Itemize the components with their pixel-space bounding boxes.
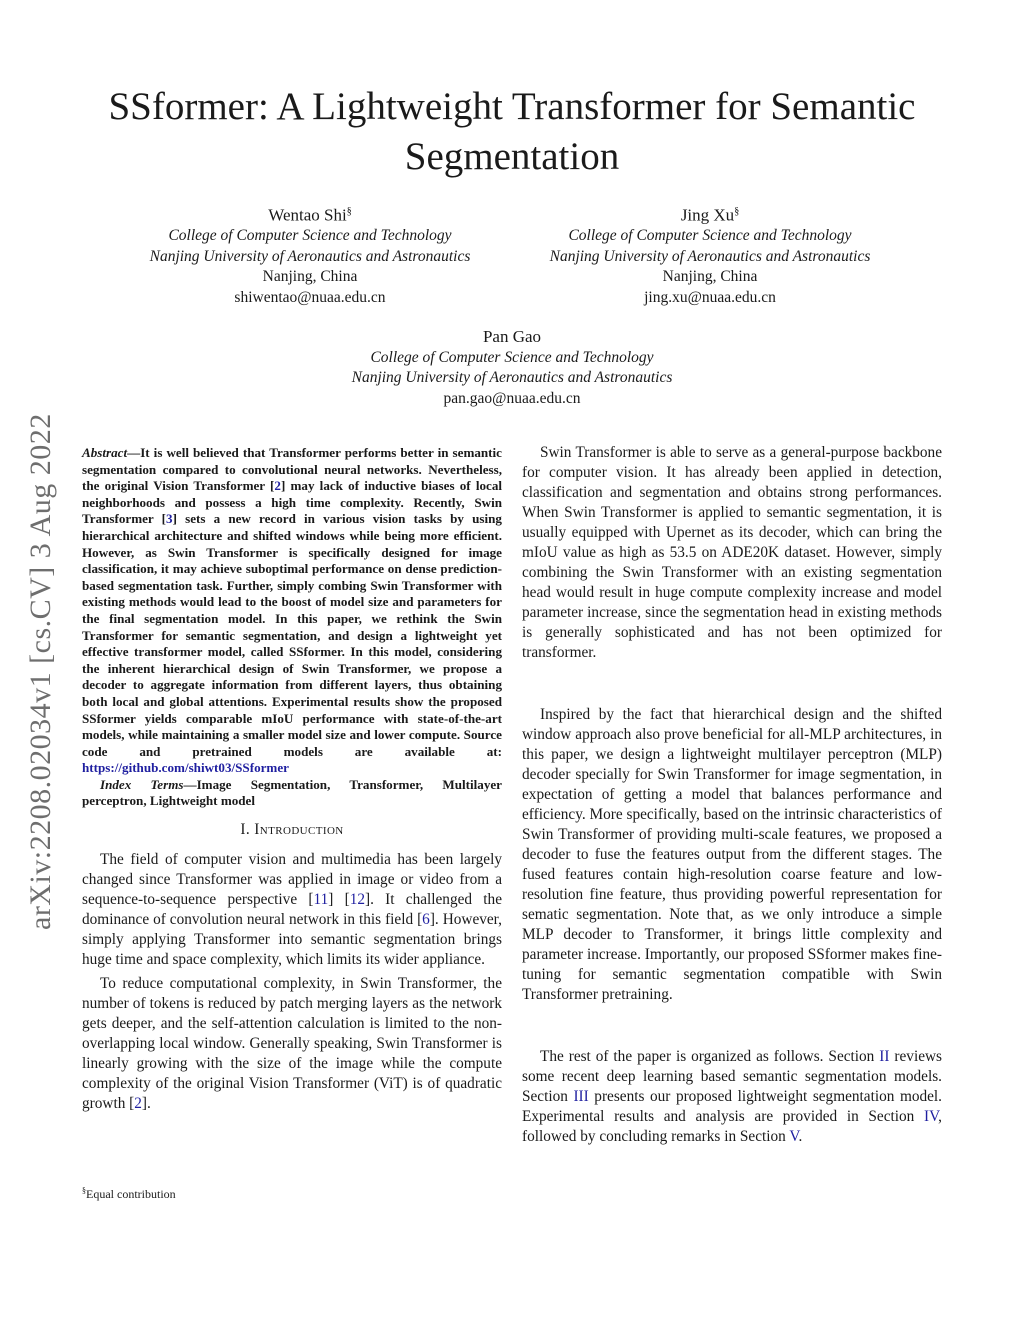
abstract-label: Abstract [82, 445, 128, 460]
author-university: Nanjing University of Aeronautics and Astronautics [149, 247, 471, 265]
citation-link[interactable]: 6 [422, 911, 430, 929]
abstract-text: ] may lack of inductive biases of local neighborhoods and possess a high time complexity. Recently, Swin Transformer [ [82, 478, 502, 527]
paragraph-text: ]. It challenged the dominance of convolution neural network in this field [ [82, 891, 502, 929]
arxiv-sidebar-stamp [14, 350, 74, 930]
index-terms [82, 777, 502, 810]
section-number: I. [240, 821, 251, 839]
paragraph-text: . [798, 1128, 803, 1145]
section-link[interactable]: III [573, 1088, 589, 1105]
paragraph-text: The rest of the paper is organized as follows. Section [540, 1048, 880, 1065]
author-university: Nanjing University of Aeronautics and Astronautics [351, 369, 673, 386]
citation-link[interactable]: 11 [313, 891, 329, 909]
section-title: Introduction [254, 821, 344, 839]
author-department: College of Computer Science and Technology [568, 227, 852, 245]
intro-paragraph-1 [82, 850, 502, 970]
author-city: Nanjing, China [662, 268, 758, 286]
index-terms-text: Image Segmentation, Transformer, Multilayer perceptron, Lightweight model [82, 776, 502, 809]
paragraph-text: ]. [141, 1095, 151, 1113]
author-department: College of Computer Science and Technology [168, 227, 452, 245]
author-email: pan.gao@nuaa.edu.cn [443, 389, 581, 407]
section-link[interactable]: V [789, 1128, 799, 1145]
body-paragraph-1: Swin Transformer is able to serve as a general-purpose backbone for computer vision. It has already been applied in detection, classification and segmentation and obtains strong performances. When Swin Transformer is applied to semantic segmentation, it is usually equipped with Upernet as its decoder, which can bring the mIoU value as high as 53.5 on ADE20K dataset. However, simply combining the Swin Transformer with an existing segmentation head would result in huge compute complexity increase and model parameter increase, since the segmentation head in existing methods is generally sophisticated and has not been optimized for transformer. [522, 444, 942, 661]
author-name: Wentao Shi [268, 205, 347, 225]
abstract-text: ] sets a new record in various vision tasks by using hierarchical architecture and shifted windows while being more efficient. However, as Swin Transformer is specifically designed for image classification, it may achieve suboptimal performance on dense prediction-based segmentation task. Further, simply combing Swin Transformer with existing methods would lead to the boost of model size and parameters for the final segmentation model. In this paper, we rethink the Swin Transformer for semantic segmentation, and design a lightweight yet effective transformer model, called SSformer. In this model, considering the inherent hierarchical design of Swin Transformer, we propose a decoder to aggregate information from different layers, thus obtaining both local and global attentions. Experimental results show the proposed SSformer yields comparable mIoU performance with state-of-the-art models, while maintaining a smaller model size and lower compute. Source code and pretrained models are available at: [82, 511, 502, 759]
abstract [82, 445, 502, 777]
author-email: jing.xu@nuaa.edu.cn [644, 288, 776, 306]
footnote [82, 1186, 176, 1202]
author-university: Nanjing University of Aeronautics and Astronautics [549, 247, 871, 265]
author-block-3 [312, 327, 712, 409]
equal-contribution-mark: § [734, 206, 740, 217]
paragraph-text: To reduce computational complexity, in Swin Transformer, the number of tokens is reduced by patch merging layers as the network gets deeper, and the self-attention calculation is limited to the non-overlapping local window. Generally speaking, Swin Transformer is linearly growing with the size of the image while the compute complexity of the original Vision Transformer (ViT) is of quadratic growth [ [82, 975, 502, 1113]
author-block-1 [120, 202, 500, 308]
citation-link[interactable]: 2 [134, 1095, 142, 1113]
author-name: Jing Xu [680, 205, 735, 225]
footnote-text: Equal contribution [86, 1187, 176, 1201]
citation-link[interactable]: 12 [349, 891, 365, 909]
arxiv-identifier: arXiv:2208.02034v1 [cs.CV] 3 Aug 2022 [24, 413, 57, 930]
paper-title: SSformer: A Lightweight Transformer for Semantic Segmentation [108, 85, 916, 178]
citation-link[interactable]: 3 [166, 511, 173, 527]
paragraph-text: presents our proposed lightweight segmentation model. Experimental results and analysis are provided in Section [522, 1088, 942, 1125]
right-column [522, 443, 942, 1147]
footnote-mark: § [82, 1186, 86, 1195]
author-city: Nanjing, China [262, 268, 358, 286]
paragraph-text: ] [ [328, 891, 350, 909]
equal-contribution-mark: § [346, 206, 352, 217]
github-link[interactable]: https://github.com/shiwt03/SSformer [82, 760, 289, 776]
section-heading-introduction [82, 820, 502, 840]
body-paragraph-3 [522, 1047, 942, 1147]
paragraph-text: ]. However, simply applying Transformer into semantic segmentation brings huge time and space complexity, which limits its wider appliance. [82, 911, 502, 969]
paragraph-text: reviews some recent deep learning based semantic segmentation models. Section [522, 1048, 942, 1105]
intro-paragraph-2 [82, 974, 502, 1114]
index-terms-dash: — [183, 776, 197, 792]
abstract-dash: — [127, 445, 141, 460]
author-department: College of Computer Science and Technology [370, 348, 654, 366]
left-column [82, 445, 502, 1114]
section-link[interactable]: IV [924, 1108, 939, 1125]
citation-link[interactable]: 2 [274, 478, 281, 494]
abstract-text: It is well believed that Transformer performs better in semantic segmentation compared to convolutional neural networks. Nevertheless, the original Vision Transformer [ [82, 445, 502, 494]
author-block-2 [520, 202, 900, 308]
author-email: shiwentao@nuaa.edu.cn [234, 288, 386, 306]
author-name: Pan Gao [482, 327, 542, 346]
section-link[interactable]: II [879, 1048, 890, 1065]
index-terms-label: Index Terms [100, 776, 184, 792]
body-paragraph-2: Inspired by the fact that hierarchical design and the shifted window approach also prove beneficial for all-MLP architectures, in this paper, we design a lightweight multilayer perceptron (MLP) decoder specially for Swin Transformer for image segmentation, in expectation of getting a model that balances performance and efficiency. More specifically, based on the intrinsic characteristics of Swin Transformer of providing multi-scale features, we proposed a decoder to fuse the features output from the different stages. The fused features contain high-resolution coarse feature and low-resolution fine feature, thus providing powerful representation for sematic segmentation. Note that, as we only introduce a simple MLP decoder to Transformer, it brings little complexity and parameter increase. Importantly, our proposed SSformer makes fine-tuning for semantic segmentation compatible with Swin Transformer pretraining. [522, 706, 942, 1003]
paragraph-text: The field of computer vision and multimedia has been largely changed since Transformer was applied in image or video from a sequence-to-sequence perspective [ [82, 851, 502, 909]
paragraph-text: , followed by concluding remarks in Section [522, 1108, 942, 1145]
